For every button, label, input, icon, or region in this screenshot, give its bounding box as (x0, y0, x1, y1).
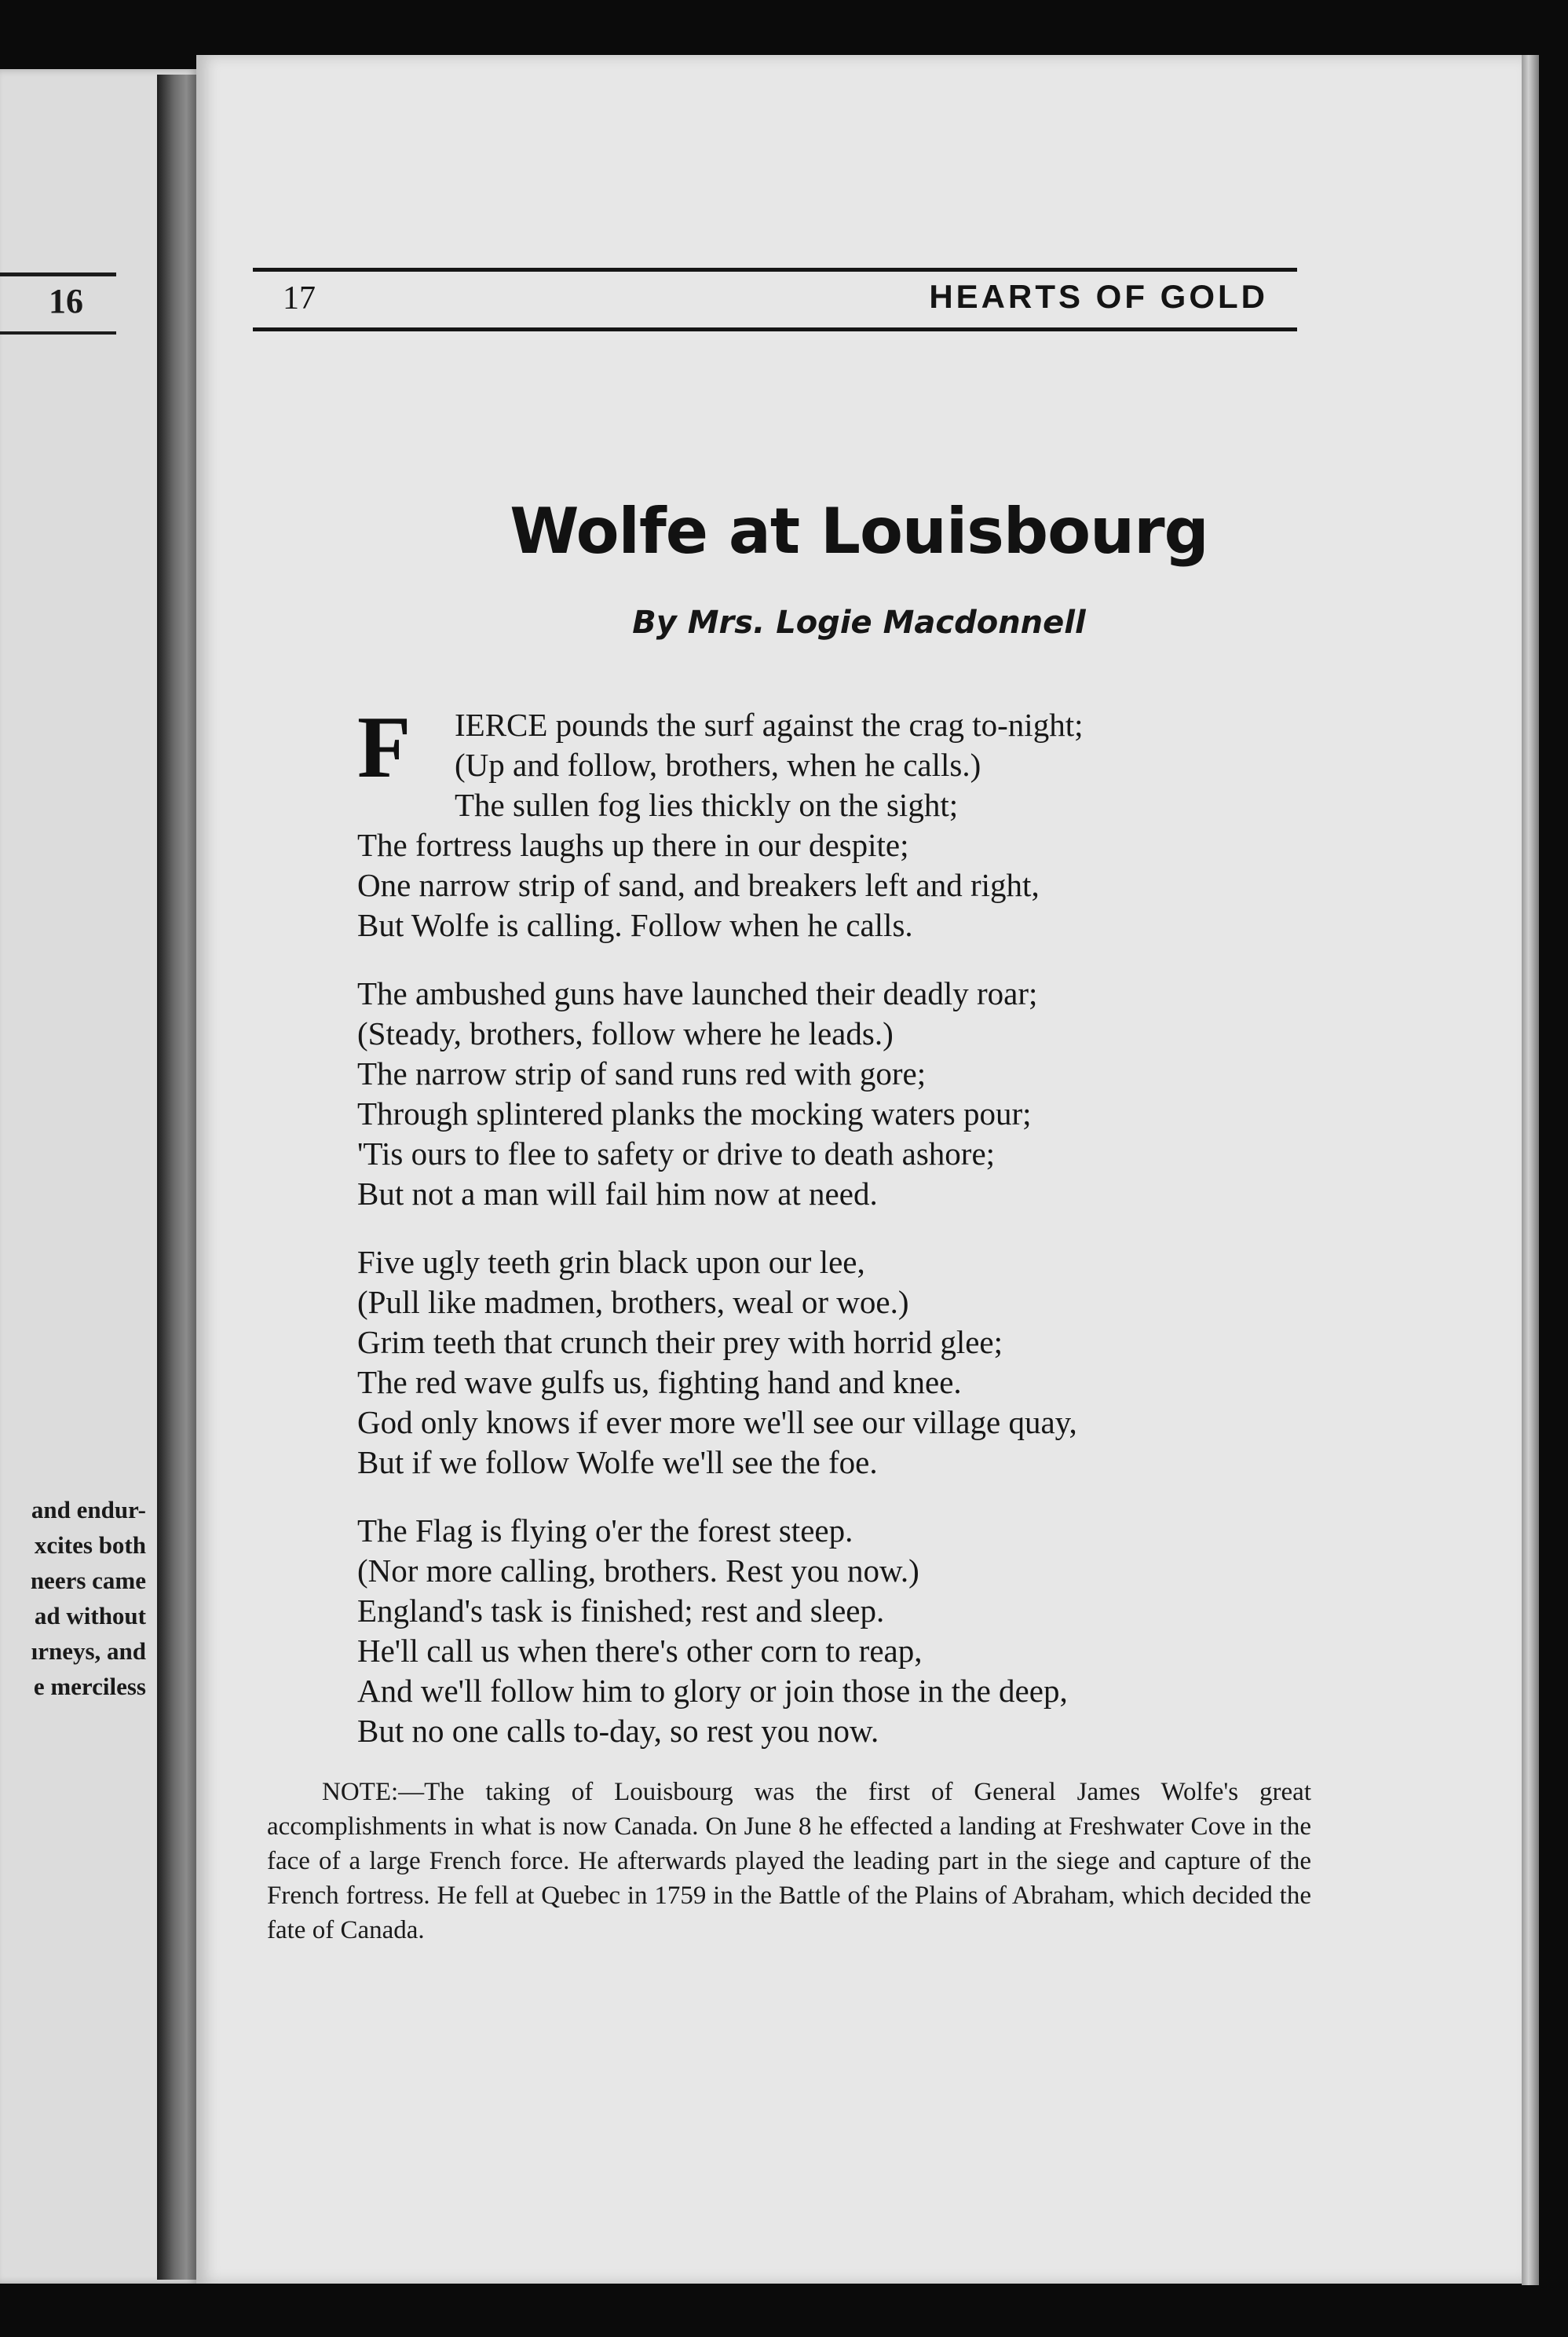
page-number: 17 (283, 280, 316, 316)
poem-line: But not a man will fail him now at need. (357, 1176, 878, 1212)
poem-line: But if we follow Wolfe we'll see the foe. (357, 1444, 878, 1480)
poem-line: England's task is finished; rest and sleep. (357, 1593, 885, 1629)
stanza-4 (357, 1511, 1315, 1751)
fragment-line: neers came (30, 1567, 146, 1594)
left-header-rule-bottom (0, 331, 116, 335)
fragment-line: e merciless (33, 1673, 146, 1700)
poem-line: The narrow strip of sand runs red with gore; (357, 1055, 927, 1092)
poem-line: The ambushed guns have launched their deadly roar; (357, 975, 1038, 1011)
historical-note: NOTE:—The taking of Louisbourg was the first of General James Wolfe's great accomplishments in what is now Canada. On June 8 he effected a landing at Freshwater Cove in the face of a large French force. He afterwards played the leading part in the siege and capture of the French fortress. He fell at Quebec in 1759 in the Battle of the Plains of Abraham, which decided the fate of Canada. (267, 1778, 1311, 1944)
poem-line: The Flag is flying o'er the forest steep. (357, 1512, 853, 1549)
poem-line: God only knows if ever more we'll see our village quay, (357, 1404, 1077, 1440)
poem-line: But Wolfe is calling. Follow when he calls. (357, 907, 913, 943)
header-rule-bottom (253, 327, 1297, 331)
poem-line: (Pull like madmen, brothers, weal or woe.) (357, 1284, 909, 1320)
poem-line: 'Tis ours to flee to safety or drive to death ashore; (357, 1136, 996, 1172)
drop-cap: F (357, 699, 411, 796)
left-page-text-fragment (0, 1492, 146, 1704)
stanza-3 (357, 1242, 1315, 1483)
fragment-line: ırneys, and (31, 1637, 146, 1665)
header-rule-top (253, 268, 1297, 272)
page-edge (1522, 55, 1539, 2285)
poem-line: But no one calls to-day, so rest you now. (357, 1713, 879, 1749)
poem-line: Grim teeth that crunch their prey with horrid glee; (357, 1324, 1003, 1360)
poem-line: Five ugly teeth grin black upon our lee, (357, 1244, 865, 1280)
fragment-line: ad without (34, 1602, 146, 1629)
poem-line: IERCE pounds the surf against the crag to-night; (455, 707, 1084, 743)
poem-line: And we'll follow him to glory or join those in the deep, (357, 1673, 1068, 1709)
stanza-2 (357, 974, 1315, 1214)
left-page-number: 16 (49, 282, 83, 320)
poem-line: One narrow strip of sand, and breakers left and right, (357, 867, 1040, 903)
first-line (357, 699, 1315, 825)
poem-line: Through splintered planks the mocking waters pour; (357, 1095, 1032, 1132)
byline: By Mrs. Logie Macdonnell (632, 605, 1086, 641)
poem-line: (Steady, brothers, follow where he leads.) (357, 1015, 894, 1051)
fragment-line: xcites both (34, 1531, 146, 1559)
fragment-line: and endur- (31, 1496, 146, 1523)
left-header-rule-top (0, 272, 116, 276)
poem-line: The red wave gulfs us, fighting hand and knee. (357, 1364, 962, 1400)
poem-line: (Up and follow, brothers, when he calls.) (455, 747, 981, 783)
poem-line: He'll call us when there's other corn to reap, (357, 1633, 923, 1669)
poem-title: Wolfe at Louisbourg (510, 495, 1208, 568)
poem-line: The sullen fog lies thickly on the sight; (455, 787, 959, 823)
stanza-1 (357, 699, 1315, 945)
poem-line: (Nor more calling, brothers. Rest you now.) (357, 1553, 919, 1589)
poem-line: The fortress laughs up there in our despite; (357, 827, 909, 863)
poem (357, 699, 1315, 1779)
running-title: HEARTS OF GOLD (929, 278, 1268, 315)
